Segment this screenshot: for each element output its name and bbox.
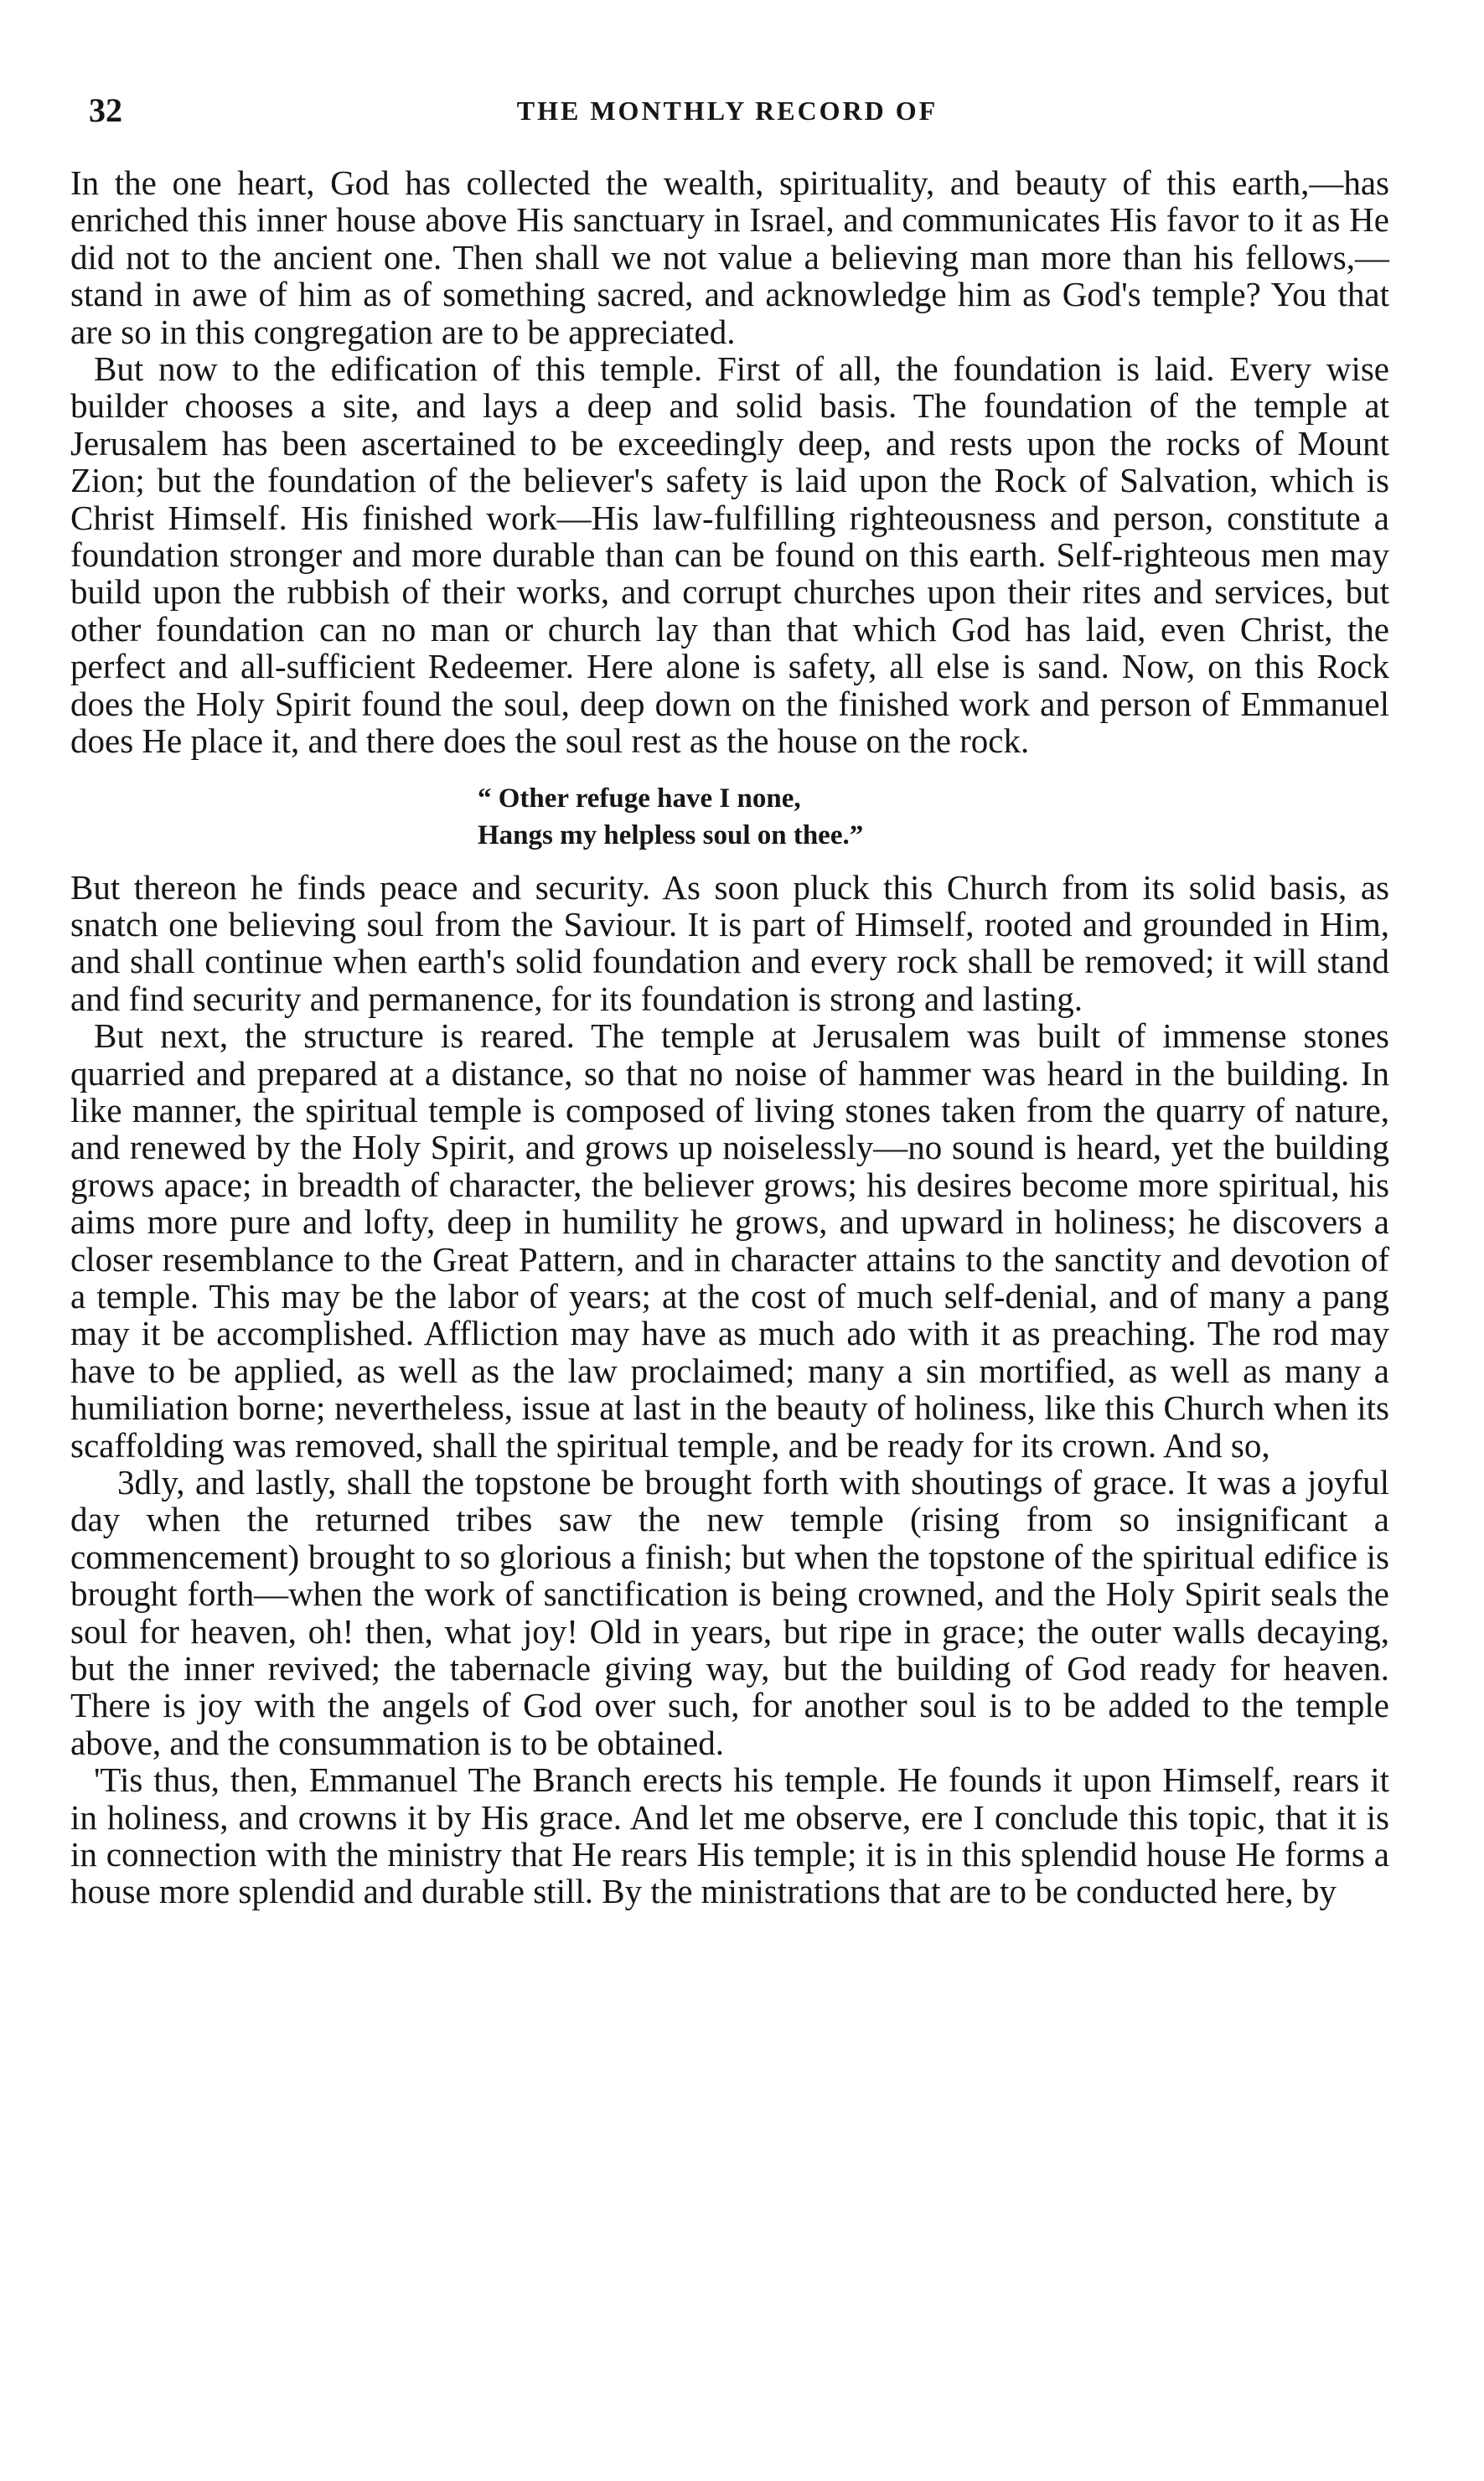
hymn-line-2: Hangs my helpless soul on thee.” <box>478 819 864 850</box>
hymn-quotation <box>70 780 1389 854</box>
paragraph-emmanuel-the-branch: 'Tis thus, then, Emmanuel The Branch erects his temple. He founds it upon Himself, rears it in holiness, and crowns it by His grace. And let me observe, ere I conclude this topic, that it is in connection with the ministry that He rears His temple; it is in this splendid house He forms a house more splendid and durable still. By the ministrations that are to be conducted here, by <box>70 1760 1389 1911</box>
paragraph-wealth-of-earth: In the one heart, God has collected the wealth, spirituality, and beauty of this earth,—has enriched this inner house above His sanctuary in Israel, and communicates His favor to it as He did not to the ancient one. Then shall we not value a believing man more than his fellows,—stand in awe of him as of something sacred, and acknowledge him as God's temple? You that are so in this congregation are to be appreciated. <box>70 163 1389 351</box>
paragraph-peace-and-security: But thereon he finds peace and security. As soon pluck this Church from its solid basis, as snatch one believing soul from the Saviour. It is part of Himself, rooted and grounded in Him, and shall continue when earth's solid foundation and every rock shall be removed; it will stand and find security and permanence, for its foundation is strong and lasting. <box>70 867 1389 1018</box>
body-text <box>70 164 1389 1910</box>
paragraph-foundation: But now to the edification of this temple. First of all, the foundation is laid. Every wise builder chooses a site, and lays a deep and solid basis. The foundation of the temple at Jerusalem has been ascertained to be exceedingly deep, and rests upon the rocks of Mount Zion; but the foundation of the believer's safety is laid upon the Rock of Salvation, which is Christ Himself. His finished work—His law-fulfilling righteousness and person, constitute a foundation stronger and more durable than can be found on this earth. Self-righteous men may build upon the rubbish of their works, and corrupt churches upon their rites and services, but other foundation can no man or church lay than that which God has laid, even Christ, the perfect and all-sufficient Redeemer. Here alone is safety, all else is sand. Now, on this Rock does the Holy Spirit found the soul, deep down on the finished work and person of Emmanuel does He place it, and there does the soul rest as the house on the rock. <box>70 349 1389 761</box>
running-head <box>70 90 1384 131</box>
paragraph-topstone: 3dly, and lastly, shall the topstone be brought forth with shoutings of grace. It was a joyful day when the returned tribes saw the new temple (rising from so insignificant a commencement) brought to so glorious a finish; but when the topstone of the spiritual edifice is brought forth—when the work of sanctification is being crowned, and the Holy Spirit seals the soul for heaven, oh! then, what joy! Old in years, but ripe in grace; the outer walls decaying, but the inner revived; the tabernacle giving way, but the building of God ready for heaven. There is joy with the angels of God over such, for another soul is to be added to the temple above, and the consummation is to be obtained. <box>70 1463 1389 1762</box>
page-number: 32 <box>89 91 122 129</box>
running-title: THE MONTHLY RECORD OF <box>516 96 938 126</box>
paragraph-structure-reared: But next, the structure is reared. The temple at Jerusalem was built of immense stones quarried and prepared at a distance, so that no noise of hammer was heard in the building. In like manner, the spiritual temple is composed of living stones taken from the quarry of nature, and renewed by the Holy Spirit, and grows up noiselessly—no sound is heard, yet the building grows apace; in breadth of character, the believer grows; his desires become more spiritual, his aims more pure and lofty, deep in humility he grows, and upward in holiness; he discovers a closer resemblance to the Great Pattern, and in character attains to the sanctity and devotion of a temple. This may be the labor of years; at the cost of much self-denial, and of many a pang may it be accomplished. Affliction may have as much ado with it as preaching. The rod may have to be applied, as well as the law proclaimed; many a sin mortified, as well as many a humiliation borne; nevertheless, issue at last in the beauty of holiness, like this Church when its scaffolding was removed, shall the spiritual temple, and be ready for its crown. And so, <box>70 1016 1389 1465</box>
hymn-line-1: “ Other refuge have I none, <box>478 783 801 814</box>
